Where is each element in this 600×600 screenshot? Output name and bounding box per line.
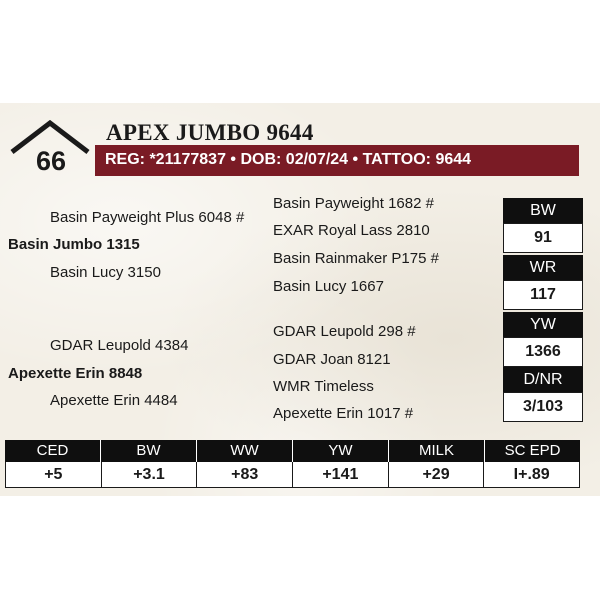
sire-dam: Basin Lucy 3150 [50,264,161,281]
epd-header-ww: WW [197,440,293,462]
dam-sire: GDAR Leupold 4384 [50,337,189,354]
yw-label: YW [503,312,583,337]
sire-sire: Basin Payweight Plus 6048 # [50,209,245,226]
yw-value: 1366 [503,337,583,367]
epd-header-milk: MILK [389,440,485,462]
bw-value: 91 [503,223,583,253]
registration-band [95,145,579,176]
epd-value-ced: +5 [6,462,102,487]
wr-value: 117 [503,280,583,310]
dnr-value: 3/103 [503,392,583,422]
great-grandparent-2: EXAR Royal Lass 2810 [273,222,430,239]
epd-header-ced: CED [5,440,101,462]
lot-number: 66 [35,146,67,176]
animal-name: APEX JUMBO 9644 [106,120,314,145]
epd-value-sc: I+.89 [513,466,550,483]
great-grandparent-6: GDAR Joan 8121 [273,351,391,368]
epd-value-milk: +29 [389,462,485,487]
epd-header-yw: YW [293,440,389,462]
epd-header-row [5,440,580,462]
wr-label: WR [503,255,583,280]
great-grandparent-7: WMR Timeless [273,378,374,395]
epd-header-sc: SC EPD [504,442,561,459]
epd-value-ww: +83 [197,462,293,487]
epd-value-bw: +3.1 [102,462,198,487]
great-grandparent-5: GDAR Leupold 298 # [273,323,416,340]
great-grandparent-1: Basin Payweight 1682 # [273,195,434,212]
bw-label: BW [503,198,583,223]
dam-dam: Apexette Erin 4484 [50,392,178,409]
epd-value-yw: +141 [293,462,389,487]
great-grandparent-4: Basin Lucy 1667 [273,278,384,295]
dam: Apexette Erin 8848 [8,365,143,382]
epd-header-bw: BW [101,440,197,462]
great-grandparent-3: Basin Rainmaker P175 # [273,250,439,267]
sire: Basin Jumbo 1315 [8,236,140,253]
registration-info: REG: *21177837 • DOB: 02/07/24 • TATTOO: 9644 [105,151,472,168]
great-grandparent-8: Apexette Erin 1017 # [273,405,414,422]
epd-value-row [5,462,580,488]
dnr-label: D/NR [503,367,583,392]
